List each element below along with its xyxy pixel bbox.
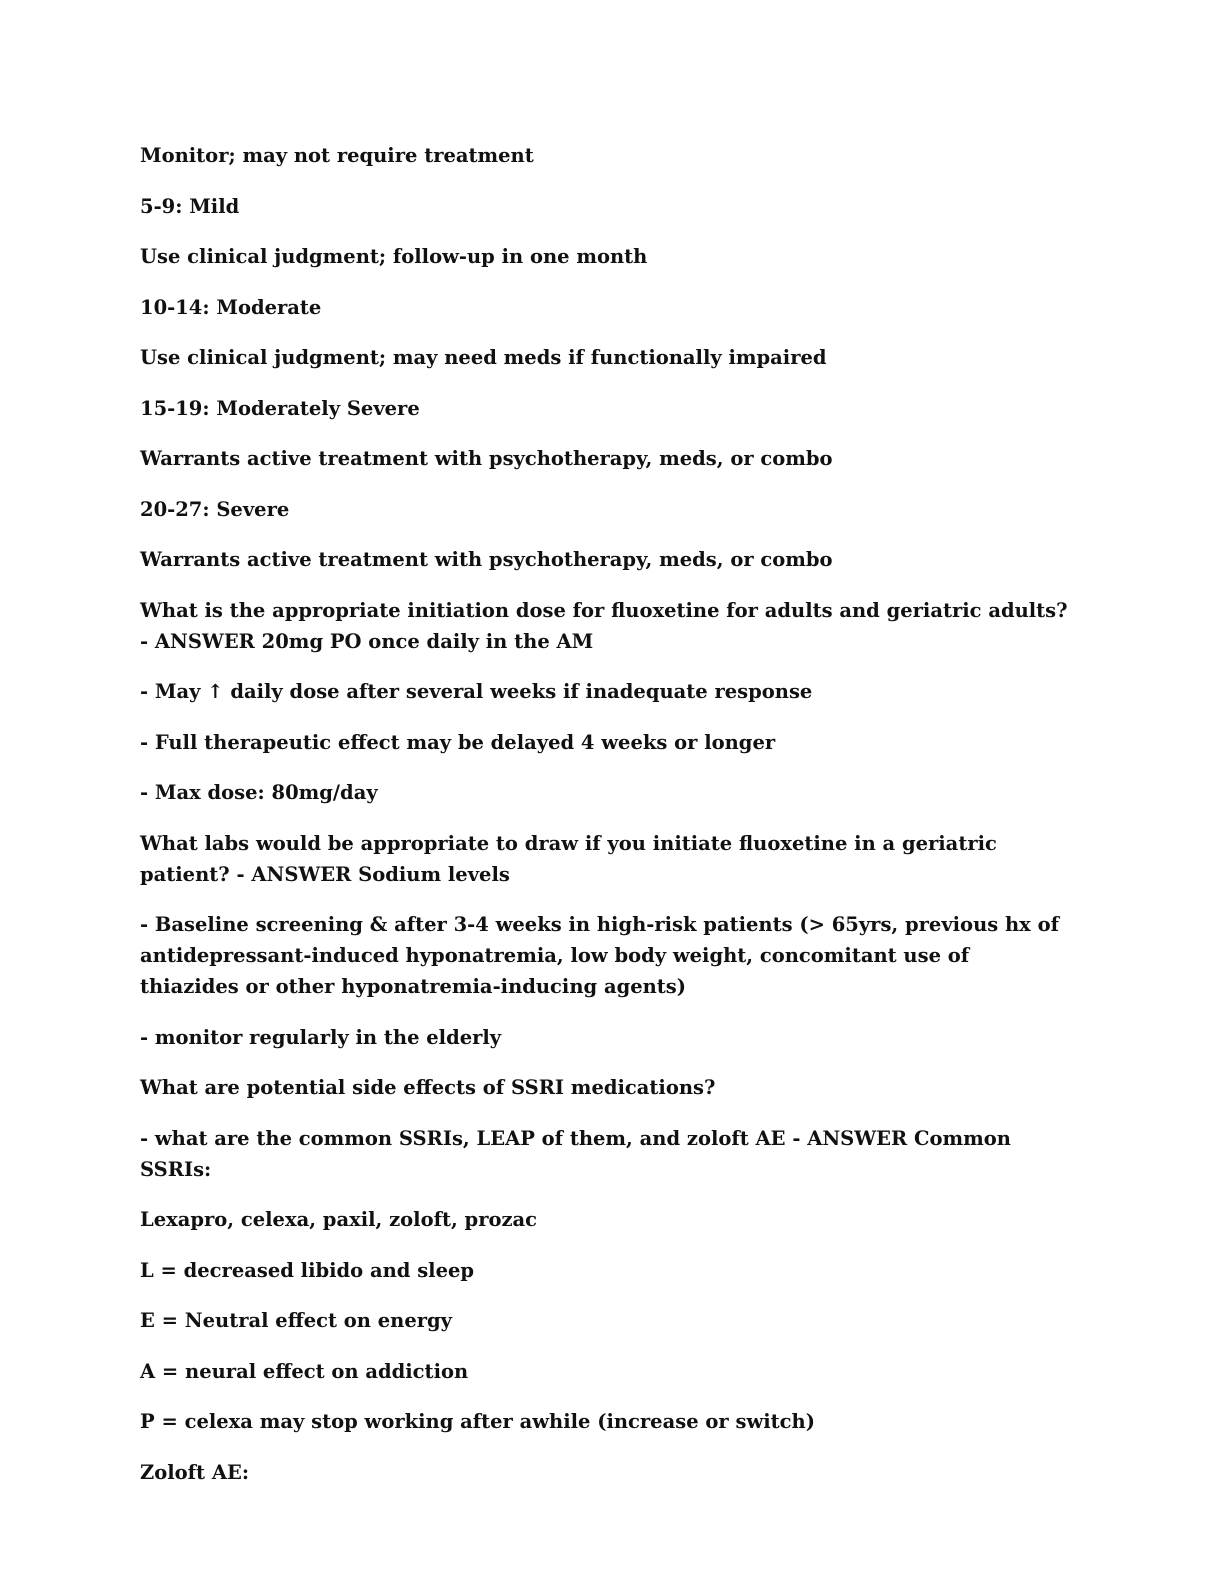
bullet-therapeutic-effect: - Full therapeutic effect may be delayed 4 weeks or longer	[140, 730, 776, 754]
paragraph-score-severe: 20-27: Severe	[140, 497, 290, 521]
paragraph-severe-guidance: Warrants active treatment with psychotherapy, meds, or combo	[140, 548, 833, 571]
question-fluoxetine-labs: What labs would be appropriate to draw if you initiate fluoxetine in a geriatric patient? - ANSWER Sodium levels	[140, 831, 997, 886]
paragraph-moderate-guidance: Use clinical judgment; may need meds if functionally impaired	[140, 346, 827, 369]
bullet-increase-dose: - May ↑ daily dose after several weeks if inadequate response	[140, 680, 813, 703]
leap-l: L = decreased libido and sleep	[140, 1258, 475, 1282]
paragraph-mild-guidance: Use clinical judgment; follow-up in one month	[140, 245, 648, 268]
question-ssri-side-effects: What are potential side effects of SSRI medications?	[140, 1076, 716, 1099]
list-ssri-names: Lexapro, celexa, paxil, zoloft, prozac	[140, 1208, 538, 1231]
paragraph-score-moderately-severe: 15-19: Moderately Severe	[140, 396, 420, 420]
paragraph-score-moderate: 10-14: Moderate	[140, 295, 322, 319]
leap-a: A = neural effect on addiction	[140, 1359, 469, 1383]
question-common-ssris: - what are the common SSRIs, LEAP of them, and zoloft AE - ANSWER Common SSRIs:	[140, 1126, 1011, 1181]
paragraph-monitor: Monitor; may not require treatment	[140, 144, 534, 167]
paragraph-moderately-severe-guidance: Warrants active treatment with psychotherapy, meds, or combo	[140, 447, 833, 470]
bullet-max-dose: - Max dose: 80mg/day	[140, 781, 378, 804]
document-body	[140, 140, 1070, 1507]
leap-p: P = celexa may stop working after awhile (increase or switch)	[140, 1410, 815, 1433]
leap-e: E = Neutral effect on energy	[140, 1309, 452, 1332]
paragraph-score-mild: 5-9: Mild	[140, 194, 240, 218]
heading-zoloft-ae: Zoloft AE:	[140, 1460, 250, 1484]
question-fluoxetine-dose: What is the appropriate initiation dose for fluoxetine for adults and geriatric adults? - ANSWER 20mg PO once daily in the AM	[140, 598, 1068, 653]
bullet-baseline-screening: - Baseline screening & after 3-4 weeks in high-risk patients (> 65yrs, previous hx of antidepressant-induced hyponatremia, low body weight, concomitant use of thiazides or other hyponatremia-inducing agents)	[140, 913, 1059, 998]
bullet-monitor-elderly: - monitor regularly in the elderly	[140, 1025, 502, 1049]
